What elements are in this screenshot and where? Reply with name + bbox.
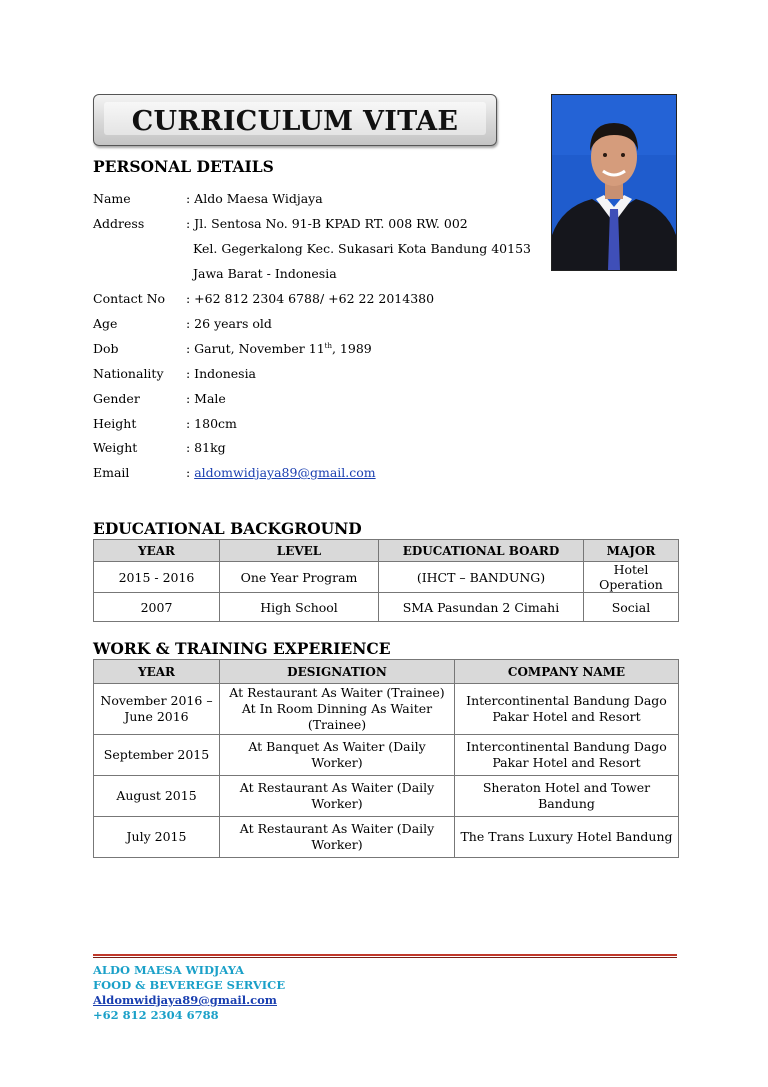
label-email: Email <box>93 465 130 480</box>
footer-name: ALDO MAESA WIDJAYA <box>93 963 245 977</box>
value-height: : 180cm <box>186 416 237 431</box>
table-row <box>94 776 679 817</box>
value-name: : Aldo Maesa Widjaya <box>186 191 323 206</box>
portrait-image <box>552 95 676 270</box>
dob-ordinal: th <box>324 341 332 350</box>
work-company: Sheraton Hotel and Tower Bandung <box>455 776 679 817</box>
value-nationality: : Indonesia <box>186 366 257 381</box>
label-nationality: Nationality <box>93 366 164 381</box>
work-year: July 2015 <box>94 817 220 858</box>
label-weight: Weight <box>93 440 138 455</box>
footer-role: FOOD & BEVEREGE SERVICE <box>93 978 286 992</box>
table-row <box>94 593 679 622</box>
table-row <box>94 735 679 776</box>
table-row <box>94 684 679 735</box>
profile-photo <box>551 94 677 271</box>
page-title: CURRICULUM VITAE <box>131 106 459 137</box>
value-address-line1: : Jl. Sentosa No. 91-B KPAD RT. 008 RW. 002 <box>186 216 468 231</box>
edu-year: 2007 <box>94 593 220 622</box>
edu-col-year: YEAR <box>94 540 220 562</box>
education-table <box>93 539 679 622</box>
value-contact: : +62 812 2304 6788/ +62 22 2014380 <box>186 291 435 306</box>
value-age: : 26 years old <box>186 316 272 331</box>
footer-rule <box>93 954 677 956</box>
personal-details-heading: PERSONAL DETAILS <box>93 157 274 176</box>
value-address-line3: Jawa Barat - Indonesia <box>193 266 337 281</box>
edu-level: High School <box>220 593 379 622</box>
table-row <box>94 817 679 858</box>
label-address: Address <box>93 216 145 231</box>
label-gender: Gender <box>93 391 140 406</box>
footer-rule-thin <box>93 957 677 958</box>
edu-major: Hotel Operation <box>584 562 679 593</box>
cv-title-inner <box>104 102 486 135</box>
value-address-line2: Kel. Gegerkalong Kec. Sukasari Kota Bandung 40153 <box>193 241 531 256</box>
work-company: Intercontinental Bandung Dago Pakar Hotel and Resort <box>455 684 679 735</box>
edu-col-major: MAJOR <box>584 540 679 562</box>
cv-title-box <box>93 94 497 146</box>
table-row <box>94 562 679 593</box>
edu-major: Social <box>584 593 679 622</box>
label-dob: Dob <box>93 341 119 356</box>
work-company: The Trans Luxury Hotel Bandung <box>455 817 679 858</box>
dob-year: , 1989 <box>331 341 372 356</box>
label-name: Name <box>93 191 131 206</box>
edu-col-board: EDUCATIONAL BOARD <box>379 540 584 562</box>
label-height: Height <box>93 416 137 431</box>
edu-year: 2015 - 2016 <box>94 562 220 593</box>
education-heading: EDUCATIONAL BACKGROUND <box>93 519 362 538</box>
education-header-row <box>94 540 679 562</box>
work-company: Intercontinental Bandung Dago Pakar Hotel and Resort <box>455 735 679 776</box>
value-dob <box>186 341 372 356</box>
work-table <box>93 659 679 858</box>
email-link[interactable]: aldomwidjaya89@gmail.com <box>194 465 376 480</box>
edu-col-level: LEVEL <box>220 540 379 562</box>
work-col-company: COMPANY NAME <box>455 660 679 684</box>
work-designation: At Restaurant As Waiter (Daily Worker) <box>220 776 455 817</box>
value-weight: : 81kg <box>186 440 226 455</box>
work-designation: At Restaurant As Waiter (Daily Worker) <box>220 817 455 858</box>
work-year: August 2015 <box>94 776 220 817</box>
value-email <box>186 465 376 480</box>
work-year: November 2016 – June 2016 <box>94 684 220 735</box>
work-heading: WORK & TRAINING EXPERIENCE <box>93 639 391 658</box>
work-col-designation: DESIGNATION <box>220 660 455 684</box>
edu-level: One Year Program <box>220 562 379 593</box>
work-year: September 2015 <box>94 735 220 776</box>
value-gender: : Male <box>186 391 226 406</box>
work-header-row <box>94 660 679 684</box>
dob-date: : Garut, November 11 <box>186 341 325 356</box>
label-age: Age <box>93 316 118 331</box>
edu-board: SMA Pasundan 2 Cimahi <box>379 593 584 622</box>
label-contact: Contact No <box>93 291 166 306</box>
work-designation: At Banquet As Waiter (Daily Worker) <box>220 735 455 776</box>
work-col-year: YEAR <box>94 660 220 684</box>
email-prefix: : <box>186 465 195 480</box>
footer-email-link[interactable]: Aldomwidjaya89@gmail.com <box>93 993 277 1007</box>
edu-board: (IHCT – BANDUNG) <box>379 562 584 593</box>
work-designation: At Restaurant As Waiter (Trainee) At In Room Dinning As Waiter (Trainee) <box>220 684 455 735</box>
footer-phone: +62 812 2304 6788 <box>93 1008 219 1022</box>
